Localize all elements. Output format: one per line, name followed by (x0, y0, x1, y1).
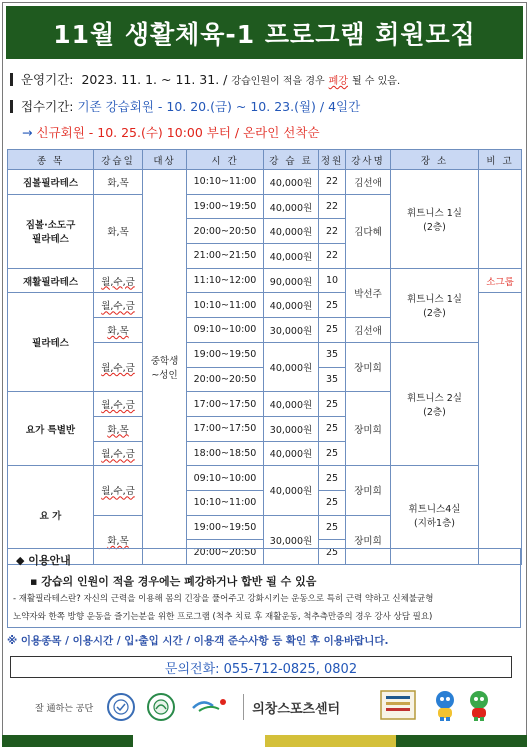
header-program: 종 목 (8, 150, 94, 170)
note-cell: 소그룹 (479, 268, 522, 293)
page-title: 11월 생활체육-1 프로그램 회원모집 (6, 6, 523, 59)
stripe-green (2, 735, 133, 747)
usage-notice (7, 548, 521, 628)
capacity-cell: 25 (319, 416, 346, 441)
corporation-slogan-logo: 잘 通하는 공단 (35, 703, 94, 714)
days-text: 화,목 (107, 535, 129, 547)
header-place: 장 소 (391, 150, 479, 170)
bullet-bar-icon (10, 100, 13, 113)
days-cell: 화,목 (94, 170, 143, 195)
schedule-table (7, 149, 522, 565)
days-text: 화,목 (107, 325, 129, 337)
table-header-row (8, 150, 522, 170)
fee-cell: 40,000원 (264, 392, 319, 417)
time-cell: 11:10~12:00 (187, 268, 264, 293)
time-cell: 10:10~11:00 (187, 490, 264, 515)
reception-period (10, 97, 360, 115)
days-text: 월,수,금 (101, 449, 135, 461)
program-cell: 필라테스 (8, 293, 94, 392)
capacity-cell: 22 (319, 170, 346, 195)
capacity-cell: 25 (319, 392, 346, 417)
instructor-cell: 김선애 (346, 318, 391, 343)
days-cell (94, 392, 143, 417)
header-days: 강습일 (94, 150, 143, 170)
days-cell (94, 318, 143, 343)
days-text: 월,수,금 (101, 486, 135, 498)
reception-label: 접수기간: (20, 99, 74, 114)
place-cell: 휘트니스 2실 (2층) (391, 342, 479, 465)
period-note-prefix: 강습인원이 적을 경우 (231, 76, 325, 87)
instructor-cell: 박선주 (346, 268, 391, 317)
header-instructor: 강사명 (346, 150, 391, 170)
period-note-suffix: 될 수 있음. (351, 76, 401, 87)
time-cell: 10:10~11:00 (187, 293, 264, 318)
program-cell: 짐볼·소도구 필라테스 (8, 194, 94, 268)
capacity-cell: 10 (319, 268, 346, 293)
days-cell (94, 293, 143, 318)
fee-cell: 40,000원 (264, 466, 319, 515)
time-cell: 17:00~17:50 (187, 392, 264, 417)
reception-existing: 기존 강습회원 - 10. 20.(금) ~ 10. 23.(월) / 4일간 (77, 99, 361, 114)
days-cell (94, 441, 143, 466)
table-row (8, 170, 522, 195)
header-target: 대상 (143, 150, 187, 170)
logo-divider (243, 694, 244, 720)
capacity-cell: 22 (319, 194, 346, 219)
notice-closure-rule: ▪ 강습의 인원이 적을 경우에는 폐강하거나 합반 될 수 있음 (30, 575, 317, 588)
instructor-cell: 장미희 (346, 392, 391, 466)
time-cell: 20:00~20:50 (187, 367, 264, 392)
days-cell (94, 268, 143, 293)
days-text: 월,수,금 (101, 363, 135, 374)
time-cell: 21:00~21:50 (187, 244, 264, 269)
table-row (8, 466, 522, 491)
days-text: 월,수,금 (101, 400, 135, 412)
time-cell: 19:00~19:50 (187, 194, 264, 219)
days-cell (94, 466, 143, 515)
time-cell: 10:10~11:00 (187, 170, 264, 195)
logo-strip (7, 687, 521, 727)
program-cell: 짐볼필라테스 (8, 170, 94, 195)
reception-new (22, 123, 320, 141)
capacity-cell: 25 (319, 318, 346, 343)
days-cell (94, 342, 143, 391)
days-cell (94, 416, 143, 441)
notice-rehab-description: - 재활필라테스란? 자신의 근력을 이용해 몸의 긴장을 풀어주고 강화시키는 운동으로 특히 근력 약하고 신체불균형 (13, 594, 434, 604)
capacity-cell: 35 (319, 367, 346, 392)
arrow-right-icon: → (22, 125, 33, 140)
contact-phone: 문의전화: 055-712-0825, 0802 (10, 656, 512, 678)
days-text: 월,수,금 (101, 301, 135, 313)
instructor-cell: 장미희 (346, 466, 391, 515)
notice-title: ◆ 이용안내 (16, 554, 71, 567)
fee-cell: 30,000원 (264, 416, 319, 441)
notice-rehab-target: 노약자와 한쪽 방향 운동을 즐기는분을 위한 프로그램 (척추 치료 후 재활운동, 척추측만증의 경우 강사 상담 필요) (13, 612, 433, 622)
header-fee: 강 습 료 (264, 150, 319, 170)
fee-cell: 40,000원 (264, 441, 319, 466)
certificate-icon (380, 690, 416, 724)
certification-seal-icon (107, 693, 135, 721)
time-cell: 18:00~18:50 (187, 441, 264, 466)
header-capacity: 정원 (319, 150, 346, 170)
program-cell: 요가 특별반 (8, 392, 94, 466)
operation-period (10, 70, 400, 88)
mascot-blue-icon (430, 688, 460, 726)
place-cell: 휘트니스 1실 (2층) (391, 170, 479, 269)
stripe-yellow (265, 735, 396, 747)
time-cell: 09:10~10:00 (187, 318, 264, 343)
capacity-cell: 25 (319, 540, 346, 565)
fee-cell: 90,000원 (264, 268, 319, 293)
period-label: 운영기간: (20, 72, 74, 87)
days-text: 월,수,금 (101, 276, 135, 288)
period-note-highlight: 폐강 (328, 76, 348, 87)
mascot-green-icon (464, 688, 494, 726)
capacity-cell: 35 (319, 342, 346, 367)
capacity-cell: 25 (319, 515, 346, 540)
bottom-color-stripe (2, 735, 527, 747)
city-logo-icon (191, 694, 235, 720)
header-time: 시 간 (187, 150, 264, 170)
capacity-cell: 25 (319, 441, 346, 466)
bullet-bar-icon (10, 73, 13, 86)
place-cell: 휘트니스 1실 (2층) (391, 268, 479, 342)
instructor-cell: 장미희 (346, 515, 391, 564)
stripe-green-2 (396, 735, 527, 747)
fee-cell: 30,000원 (264, 515, 319, 564)
days-text: 화,목 (107, 424, 129, 436)
target-cell: 중학생 ~성인 (143, 170, 187, 565)
emblem-seal-icon (147, 693, 175, 721)
program-cell: 재활필라테스 (8, 268, 94, 293)
fee-cell: 40,000원 (264, 244, 319, 269)
new-member-date: 10. 25.(수) 10:00 (97, 125, 203, 140)
new-member-label: 신규회원 - (36, 125, 94, 140)
capacity-cell: 22 (319, 219, 346, 244)
time-cell: 20:00~20:50 (187, 540, 264, 565)
fee-cell: 40,000원 (264, 293, 319, 318)
place-cell: 휘트니스4실 (지하1층) (391, 466, 479, 565)
time-cell: 19:00~19:50 (187, 515, 264, 540)
sports-center-logo: 의창스포츠센터 (252, 701, 341, 717)
stripe-white (133, 735, 264, 747)
fee-cell: 40,000원 (264, 219, 319, 244)
program-cell: 요 가 (8, 466, 94, 565)
fee-cell: 40,000원 (264, 194, 319, 219)
time-cell: 20:00~20:50 (187, 219, 264, 244)
capacity-cell: 25 (319, 293, 346, 318)
time-cell: 17:00~17:50 (187, 416, 264, 441)
note-cell (479, 293, 522, 565)
time-cell: 19:00~19:50 (187, 342, 264, 367)
instructor-cell: 김다혜 (346, 194, 391, 268)
header-note: 비 고 (479, 150, 522, 170)
time-cell: 09:10~10:00 (187, 466, 264, 491)
instructor-cell: 장미희 (346, 342, 391, 391)
period-value: 2023. 11. 1. ~ 11. 31. / (81, 72, 228, 87)
new-member-suffix: 부터 / 온라인 선착순 (206, 125, 320, 140)
days-cell: 화,목 (94, 194, 143, 268)
fee-cell: 30,000원 (264, 318, 319, 343)
note-cell (479, 170, 522, 269)
fee-cell: 40,000원 (264, 170, 319, 195)
capacity-cell: 25 (319, 466, 346, 491)
capacity-cell: 22 (319, 244, 346, 269)
instructor-cell: 김선애 (346, 170, 391, 195)
table-row (8, 268, 522, 293)
fee-cell: 40,000원 (264, 342, 319, 391)
usage-reminder: ※ 이용종목 / 이용시간 / 입·출입 시간 / 이용객 준수사항 등 확인 후 이용바랍니다. (7, 635, 389, 647)
capacity-cell: 25 (319, 490, 346, 515)
